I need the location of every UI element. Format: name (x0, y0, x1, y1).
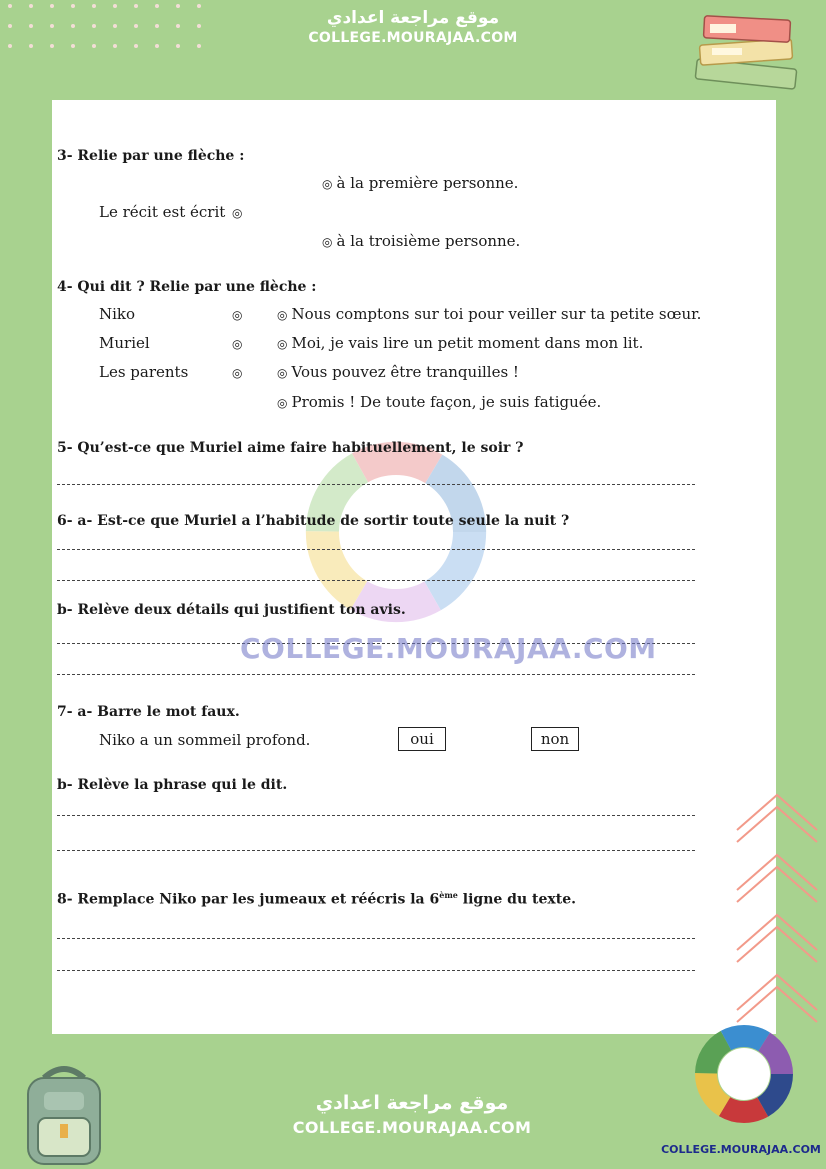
decorative-dot (155, 4, 159, 8)
q3-option-1-text: à la première personne. (336, 174, 519, 192)
decorative-dot (134, 44, 138, 48)
q4-title: 4- Qui dit ? Relie par une flèche : (57, 279, 317, 295)
q6b-title: b- Relève deux détails qui justifient ton avis. (57, 602, 406, 618)
header-arabic-title: موقع مراجعة اعدادي (326, 8, 500, 28)
q5-title: 5- Qu’est-ce que Muriel aime faire habituellement, le soir ? (57, 440, 524, 456)
q7a-title: 7- a- Barre le mot faux. (57, 704, 240, 720)
decorative-dot (197, 24, 201, 28)
decorative-dot (113, 24, 117, 28)
q8-title: 8- Remplace Niko par les jumeaux et réécris la 6ème ligne du texte. (57, 890, 576, 908)
books-icon (692, 6, 802, 96)
q7b-title: b- Relève la phrase qui le dit. (57, 777, 288, 793)
frame-left (0, 0, 52, 1169)
connector-dot-icon[interactable]: ◎ (277, 366, 288, 380)
connector-dot-icon[interactable]: ◎ (322, 177, 333, 191)
decorative-dots (0, 0, 210, 60)
decorative-dot (8, 24, 12, 28)
answer-line[interactable] (57, 850, 695, 851)
q4-name-niko[interactable]: Niko (99, 305, 136, 323)
answer-line[interactable] (57, 674, 695, 675)
decorative-dot (113, 44, 117, 48)
q4-name-muriel[interactable]: Muriel (99, 334, 150, 352)
q3-option-2-text: à la troisième personne. (336, 232, 521, 250)
decorative-dot (92, 24, 96, 28)
decorative-dot (134, 24, 138, 28)
decorative-dot (155, 44, 159, 48)
decorative-dot (8, 4, 12, 8)
decorative-dot (50, 4, 54, 8)
footer-brand-text[interactable]: COLLEGE.MOURAJAA.COM (661, 1143, 821, 1156)
decorative-dot (29, 44, 33, 48)
decorative-dot (197, 4, 201, 8)
q4-quote-1[interactable] (277, 305, 701, 323)
decorative-dot (50, 44, 54, 48)
q3-option-2[interactable] (322, 232, 520, 250)
decorative-dot (8, 44, 12, 48)
q3-left-text: Le récit est écrit (99, 203, 226, 221)
backpack-icon (14, 1058, 114, 1168)
q3-option-1[interactable] (322, 174, 518, 192)
footer-banner (262, 1075, 562, 1155)
q6a-title: 6- a- Est-ce que Muriel a l’habitude de sortir toute seule la nuit ? (57, 513, 570, 529)
decorative-dot (71, 24, 75, 28)
answer-line[interactable] (57, 484, 695, 485)
answer-line[interactable] (57, 970, 695, 971)
header-site-link[interactable]: COLLEGE.MOURAJAA.COM (308, 30, 518, 46)
decorative-dot (92, 44, 96, 48)
connector-dot-icon[interactable]: ◎ (232, 337, 243, 351)
decorative-dot (134, 4, 138, 8)
footer-site-link[interactable]: COLLEGE.MOURAJAA.COM (292, 1118, 532, 1137)
option-oui-box[interactable]: oui (398, 727, 446, 751)
q4-quote-1-text: Nous comptons sur toi pour veiller sur ta petite sœur. (291, 305, 702, 323)
q3-left-item[interactable] (99, 203, 225, 221)
q4-quote-2-text: Moi, je vais lire un petit moment dans mon lit. (291, 334, 644, 352)
decorative-dot (71, 4, 75, 8)
answer-line[interactable] (57, 549, 695, 550)
decorative-dot (113, 4, 117, 8)
connector-dot-icon[interactable]: ◎ (277, 308, 288, 322)
site-logo-icon (694, 1024, 794, 1124)
decorative-dot (92, 4, 96, 8)
connector-dot-icon[interactable]: ◎ (322, 235, 333, 249)
connector-dot-icon[interactable]: ◎ (232, 366, 243, 380)
watermark-text: COLLEGE.MOURAJAA.COM (240, 632, 657, 665)
footer-arabic-title: موقع مراجعة اعدادي (315, 1092, 509, 1114)
decorative-dot (50, 24, 54, 28)
q3-title: 3- Relie par une flèche : (57, 148, 245, 164)
answer-line[interactable] (57, 938, 695, 939)
decorative-dot (155, 24, 159, 28)
connector-dot-icon[interactable]: ◎ (232, 308, 243, 322)
decorative-dot (29, 24, 33, 28)
header-banner (263, 4, 563, 58)
decorative-dot (197, 44, 201, 48)
q4-name-parents[interactable]: Les parents (99, 363, 189, 381)
q4-quote-3-text: Vous pouvez être tranquilles ! (291, 363, 519, 381)
answer-line[interactable] (57, 815, 695, 816)
q4-quote-2[interactable] (277, 334, 643, 352)
q4-quote-4-text: Promis ! De toute façon, je suis fatiguée. (291, 393, 602, 411)
decorative-dot (71, 44, 75, 48)
connector-dot-icon[interactable]: ◎ (277, 337, 288, 351)
answer-line[interactable] (57, 580, 695, 581)
q4-quote-4[interactable] (277, 393, 601, 411)
connector-dot-icon[interactable]: ◎ (277, 396, 288, 410)
option-non-box[interactable]: non (531, 727, 579, 751)
decorative-dot (29, 4, 33, 8)
connector-dot-icon[interactable]: ◎ (232, 206, 243, 220)
decorative-dot (176, 4, 180, 8)
decorative-dot (176, 44, 180, 48)
q7-sentence: Niko a un sommeil profond. (99, 731, 311, 749)
q4-quote-3[interactable] (277, 363, 519, 381)
watermark-wheel-icon (304, 440, 488, 624)
chevron-decoration-icon (732, 790, 822, 1030)
decorative-dot (176, 24, 180, 28)
